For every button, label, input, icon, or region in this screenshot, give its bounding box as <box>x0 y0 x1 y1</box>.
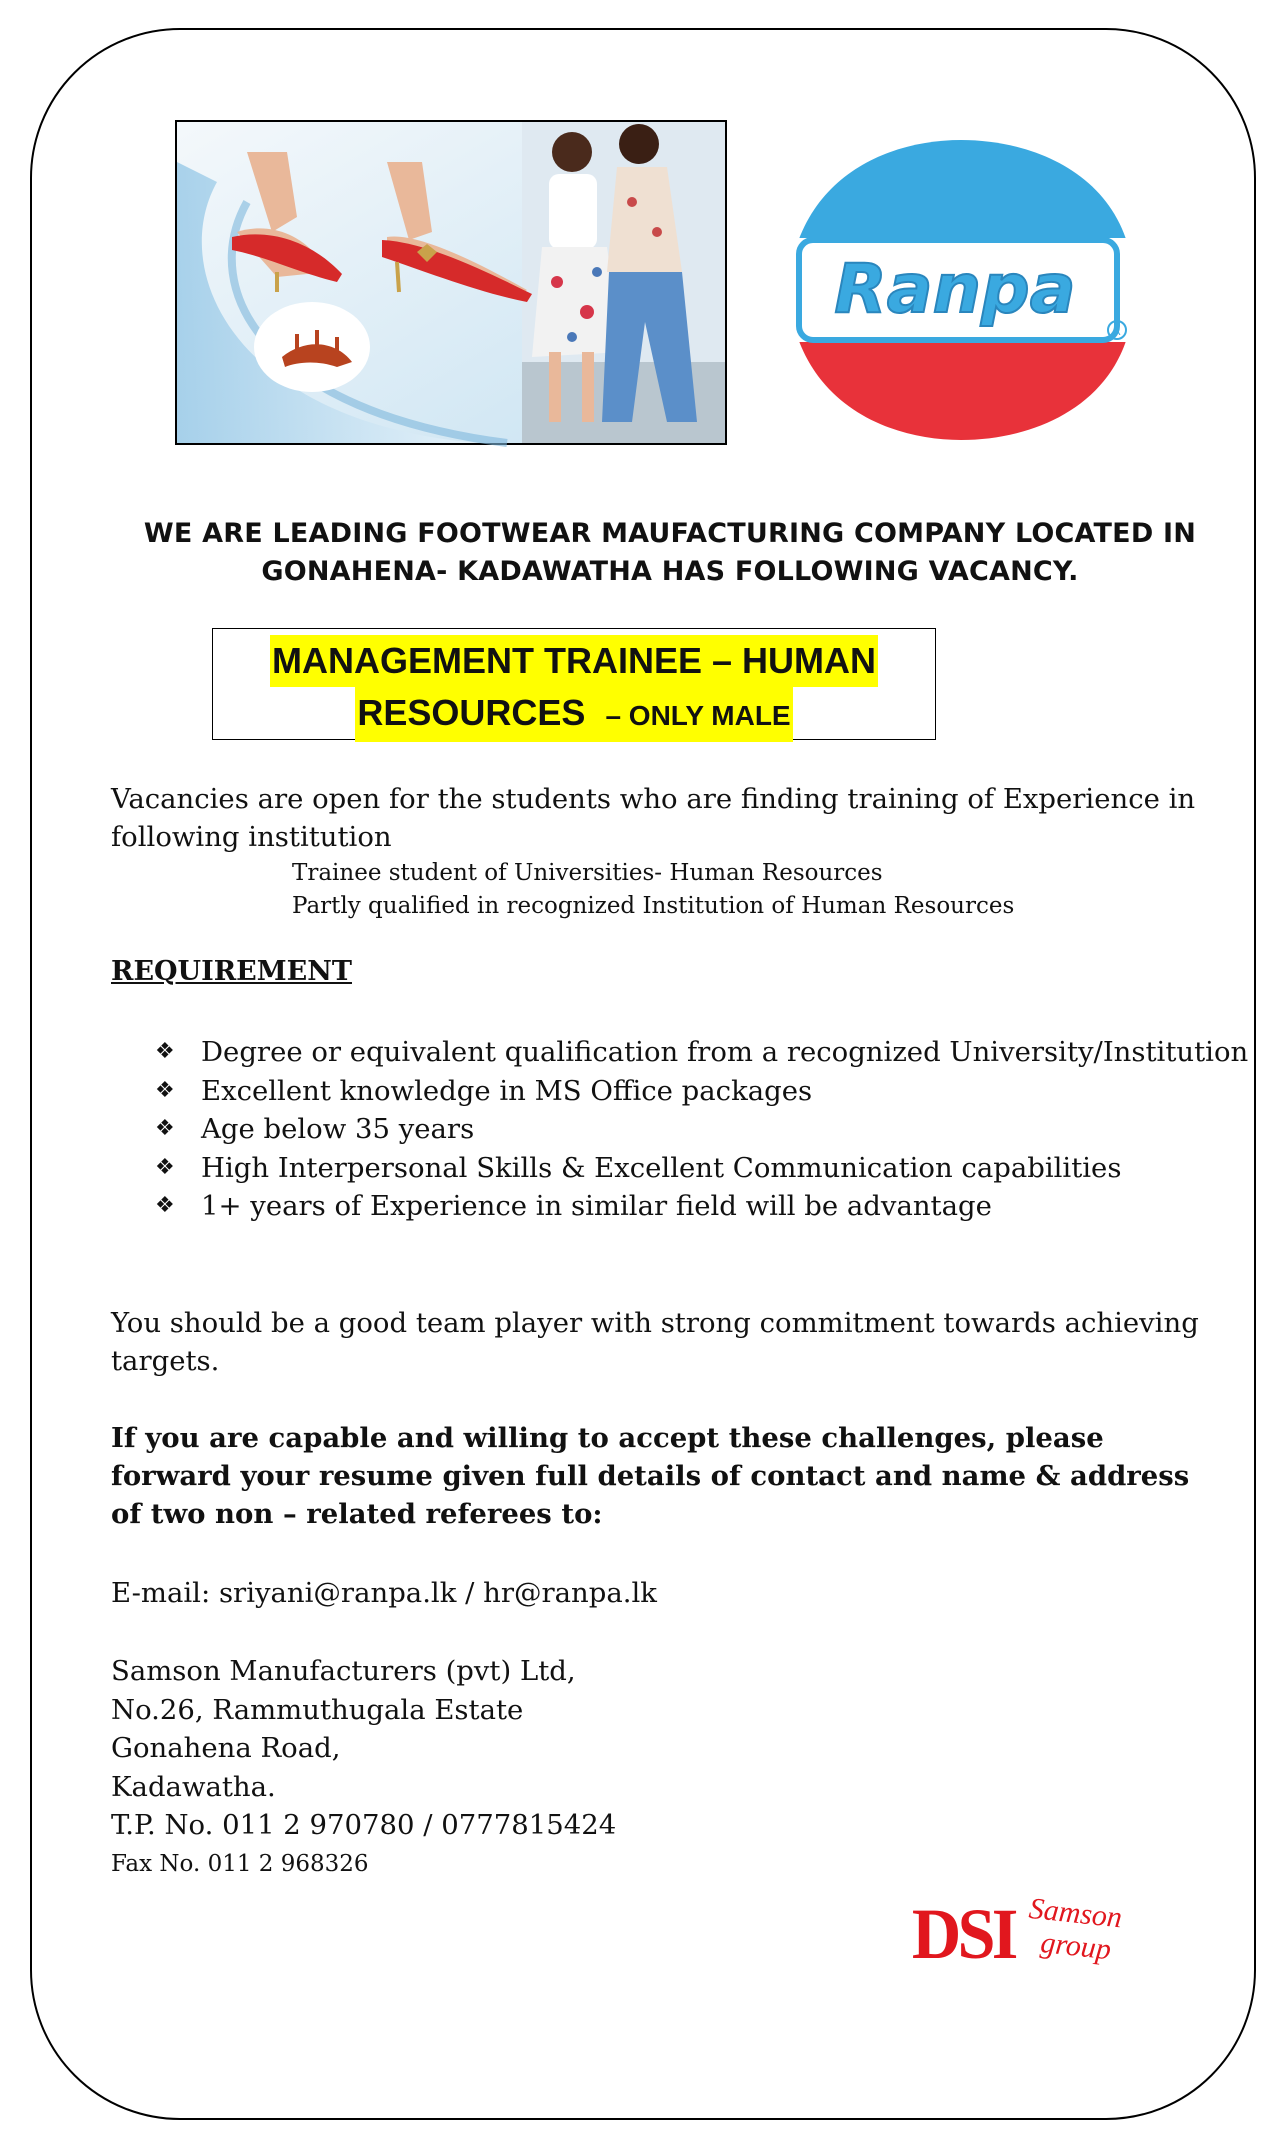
list-item <box>155 1033 1248 1072</box>
diamond-bullet-icon: ❖ <box>155 1116 175 1141</box>
list-item <box>155 1149 1248 1188</box>
group-wordmark: group <box>1038 1926 1113 1967</box>
diamond-bullet-icon: ❖ <box>155 1077 175 1103</box>
job-qualifier: – ONLY MALE <box>605 700 791 731</box>
intro-item: Partly qualified in recognized Institution of Human Resources <box>292 893 1015 919</box>
requirement-text: High Interpersonal Skills & Excellent Communication capabilities <box>201 1151 1122 1184</box>
intro-item: Trainee student of Universities- Human Resources <box>292 860 883 886</box>
list-item <box>155 1187 1248 1226</box>
company-headline <box>120 515 1220 591</box>
address-city: Kadawatha. <box>111 1770 276 1803</box>
job-title-line1: MANAGEMENT TRAINEE – HUMAN <box>270 635 878 687</box>
hero-image <box>175 120 727 445</box>
job-title-resources: RESOURCES <box>357 692 586 733</box>
job-title-line2 <box>355 687 792 742</box>
requirement-text: Age below 35 years <box>201 1113 475 1145</box>
dsi-wordmark: DSI <box>911 1894 1015 1975</box>
list-item <box>155 1072 1248 1111</box>
phone-line: T.P. No. 011 2 970780 / 0777815424 <box>111 1809 617 1841</box>
intro-text: Vacancies are open for the students who are finding training of Experience in following institution <box>111 783 1196 853</box>
headline-line2: GONAHENA- KADAWATHA HAS FOLLOWING VACANCY. <box>261 556 1079 587</box>
diamond-bullet-icon: ❖ <box>155 1039 175 1064</box>
requirements-heading: REQUIREMENT <box>111 956 352 987</box>
requirements-list <box>155 1033 1248 1226</box>
dsi-samson-logo <box>910 1880 1124 1980</box>
job-title-box <box>212 628 936 740</box>
diamond-bullet-icon: ❖ <box>155 1193 175 1218</box>
list-item <box>155 1110 1248 1149</box>
headline-line1: WE ARE LEADING FOOTWEAR MAUFACTURING COMPANY LOCATED IN <box>143 518 1197 549</box>
requirement-text: 1+ years of Experience in similar field will be advantage <box>201 1190 992 1222</box>
dsi-logo-icon <box>910 1880 1124 1980</box>
requirement-text: Degree or equivalent qualification from a recognized University/Institution <box>201 1036 1249 1068</box>
ranpa-wordmark: Ranpa <box>834 250 1076 329</box>
email-line[interactable]: E-mail: sriyani@ranpa.lk / hr@ranpa.lk <box>111 1577 657 1609</box>
fax-line: Fax No. 011 2 968326 <box>111 1850 369 1877</box>
ranpa-logo <box>785 140 1137 440</box>
call-to-action: If you are capable and willing to accept these challenges, please forward your resume given full details of contact and name & address of two non – related referees to: <box>111 1422 1190 1530</box>
footwear-photo <box>177 122 725 443</box>
address-street: No.26, Rammuthugala Estate <box>111 1693 524 1726</box>
samson-wordmark: Samson <box>1027 1891 1124 1935</box>
team-note: You should be a good team player with strong commitment towards achieving targets. <box>111 1307 1199 1377</box>
address-road: Gonahena Road, <box>111 1732 341 1764</box>
diamond-bullet-icon: ❖ <box>155 1154 175 1180</box>
company-name: Samson Manufacturers (pvt) Ltd, <box>111 1655 576 1687</box>
company-address <box>111 1652 616 1883</box>
requirement-text: Excellent knowledge in MS Office packages <box>201 1074 813 1107</box>
registered-mark: R <box>1113 325 1121 338</box>
ranpa-logo-icon <box>785 140 1137 440</box>
